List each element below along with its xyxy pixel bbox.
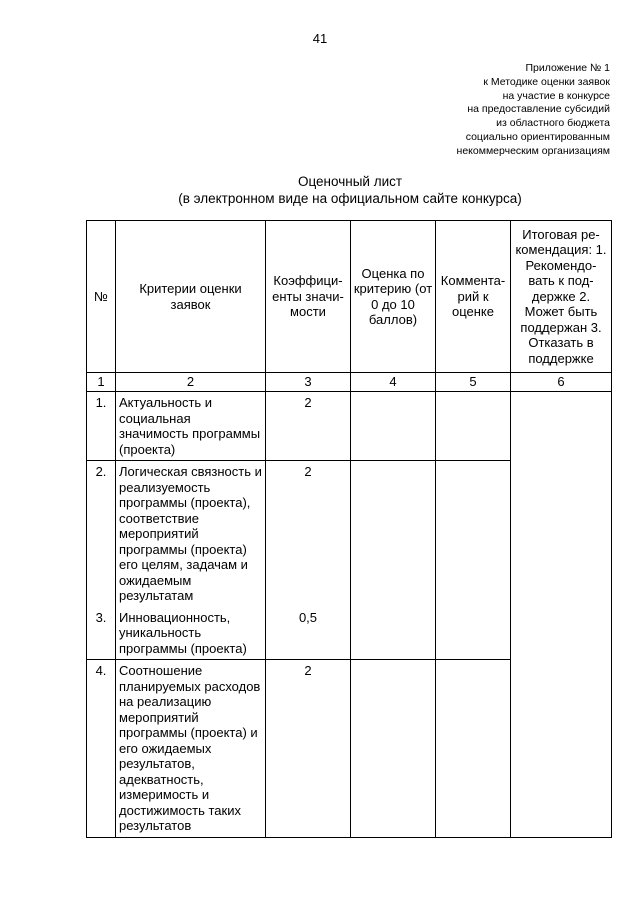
row-number: 2. — [87, 461, 116, 607]
recommendation-cell — [511, 607, 612, 660]
column-number-row — [87, 373, 612, 392]
comment-cell — [436, 607, 511, 660]
evaluation-table — [86, 220, 612, 838]
column-number: 1 — [87, 373, 116, 392]
table-row — [87, 607, 612, 660]
appendix-line: на предоставление субсидий — [467, 103, 610, 116]
comment-cell — [436, 660, 511, 838]
coefficient-value: 0,5 — [266, 607, 351, 660]
comment-cell — [436, 461, 511, 607]
title-line-1: Оценочный лист — [297, 174, 403, 189]
title-line-2: (в электронном виде на официальном сайте конкурса) — [178, 191, 522, 206]
recommendation-cell — [511, 660, 612, 838]
column-number: 5 — [436, 373, 511, 392]
header-recommendation: Итоговая ре-комендация: 1. Рекомендо-вать к под-держке 2. Может быть поддержан 3. Отказать в поддержке — [511, 221, 612, 373]
score-cell — [351, 607, 436, 660]
header-criteria: Критерии оценки заявок — [116, 221, 266, 373]
table-row — [87, 660, 612, 838]
column-number: 3 — [266, 373, 351, 392]
appendix-line: Приложение № 1 — [525, 62, 610, 74]
row-number: 4. — [87, 660, 116, 838]
criterion-text: Логическая связность и реализуемость программы (проекта), соответствие мероприятий программы (проекта) его целям, задачам и ожидаемым результатам — [116, 461, 266, 607]
coefficient-value: 2 — [266, 461, 351, 607]
document-title — [0, 173, 640, 207]
score-cell — [351, 461, 436, 607]
recommendation-cell — [511, 461, 612, 607]
row-number: 1. — [87, 392, 116, 461]
score-cell — [351, 660, 436, 838]
coefficient-value: 2 — [266, 392, 351, 461]
appendix-line: некоммерческим организациям — [456, 144, 610, 157]
header-coefficients: Коэффици-енты значи-мости — [266, 221, 351, 373]
header-score: Оценка по критерию (от 0 до 10 баллов) — [351, 221, 436, 373]
appendix-block — [457, 62, 610, 159]
appendix-line: социально ориентированным — [465, 130, 610, 143]
appendix-line: на участие в конкурсе — [502, 89, 610, 102]
table-row — [87, 392, 612, 461]
appendix-line: из областного бюджета — [496, 117, 610, 130]
column-number: 4 — [351, 373, 436, 392]
criterion-text: Соотношение планируемых расходов на реализацию мероприятий программы (проекта) и его ожидаемых результатов, адекватность, измеримость и достижимость таких результатов — [116, 660, 266, 838]
coefficient-value: 2 — [266, 660, 351, 838]
table-row — [87, 461, 612, 607]
column-number: 6 — [511, 373, 612, 392]
recommendation-cell — [511, 392, 612, 461]
row-number: 3. — [87, 607, 116, 660]
comment-cell — [436, 392, 511, 461]
criterion-text: Инновационность, уникальность программы (проекта) — [116, 607, 266, 660]
score-cell — [351, 392, 436, 461]
page-number: 41 — [312, 31, 328, 46]
column-number: 2 — [116, 373, 266, 392]
header-number: № — [87, 221, 116, 373]
appendix-line: к Методике оценки заявок — [483, 75, 610, 88]
criterion-text: Актуальность и социальная значимость программы (проекта) — [116, 392, 266, 461]
header-comment: Коммента-рий к оценке — [436, 221, 511, 373]
table-header-row — [87, 221, 612, 373]
